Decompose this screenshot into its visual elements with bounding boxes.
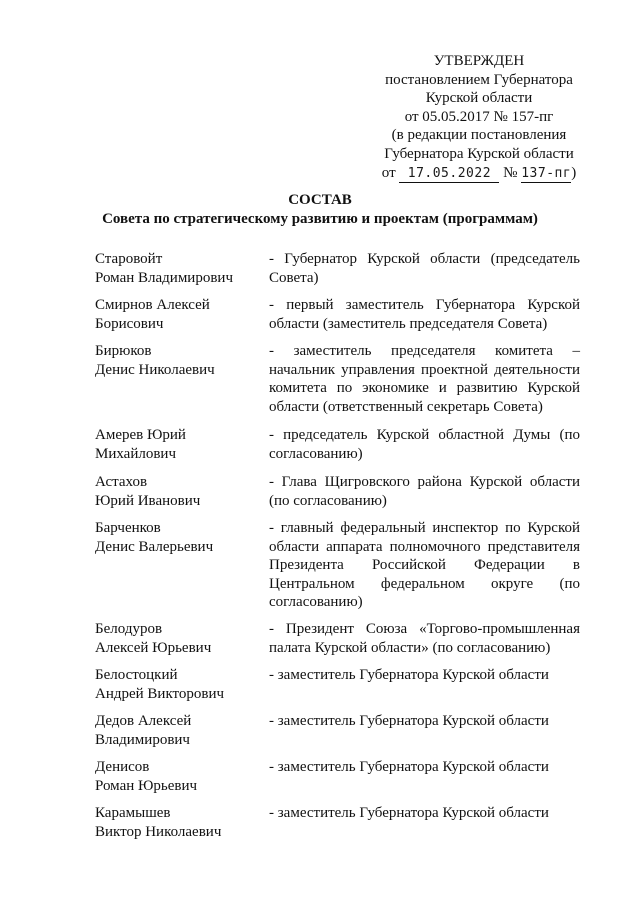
approval-date-field [399, 165, 499, 183]
member-row [95, 250, 580, 296]
approval-date-value: 17.05.2022 [407, 165, 492, 181]
approval-from-label: от [381, 164, 396, 181]
member-role: - главный федеральный инспектор по Курской области аппарата полномочного представителя Президента Российской Федерации в Центральном федеральном округе (по согласованию) [269, 520, 580, 611]
member-name [95, 426, 269, 473]
approval-line: (в редакции постановления [391, 127, 567, 144]
member-name [95, 519, 269, 620]
member-name-line: Роман Владимирович [95, 269, 233, 286]
member-name-line: Владимирович [95, 731, 190, 748]
member-name-line: Борисович [95, 315, 164, 332]
member-row [95, 620, 580, 666]
member-name [95, 250, 269, 296]
member-row [95, 804, 580, 850]
approval-number-label: № [503, 164, 518, 181]
member-row [95, 342, 580, 426]
approval-line: Губернатора Курской области [384, 145, 574, 162]
member-name [95, 620, 269, 666]
approval-line: от 05.05.2017 № 157-пг [404, 108, 554, 125]
member-name [95, 666, 269, 712]
member-role: - Президент Союза «Торгово-промышленная палата Курской области» (по согласованию) [269, 621, 580, 656]
member-role: - заместитель Губернатора Курской области [269, 759, 549, 775]
approval-close-paren: ) [571, 164, 577, 181]
member-name-line: Денис Валерьевич [95, 538, 214, 555]
approval-stamp [370, 52, 588, 183]
member-row [95, 758, 580, 804]
member-row [95, 426, 580, 473]
member-row [95, 473, 580, 519]
member-name-line: Алексей Юрьевич [95, 639, 212, 656]
member-role: - заместитель Губернатора Курской области [269, 805, 549, 821]
approval-number-field [521, 165, 571, 183]
member-name-line: Бирюков [95, 343, 152, 359]
member-role: - заместитель Губернатора Курской области [269, 667, 549, 683]
member-name-line: Андрей Викторович [95, 685, 225, 702]
member-name-line: Дедов Алексей [95, 713, 192, 729]
member-name-line: Барченков [95, 520, 161, 536]
heading-subtitle: Совета по стратегическому развитию и проектам (программам) [102, 211, 538, 227]
member-name [95, 473, 269, 519]
member-row [95, 712, 580, 758]
member-row [95, 296, 580, 342]
member-role: - первый заместитель Губернатора Курской области (заместитель председателя Совета) [269, 297, 580, 332]
member-role: - заместитель Губернатора Курской области [269, 713, 549, 729]
approval-line: постановлением Губернатора [385, 71, 573, 88]
member-name-line: Денис Николаевич [95, 361, 215, 378]
member-name-line: Карамышев [95, 805, 171, 821]
member-name [95, 342, 269, 426]
member-role: - Глава Щигровского района Курской области (по согласованию) [269, 474, 580, 509]
approval-title: УТВЕРЖДЕН [433, 53, 525, 69]
member-role: - заместитель председателя комитета – начальник управления проектной деятельности комитета по экономике и развитию Курской области (ответственный секретарь Совета) [269, 343, 580, 415]
member-role: - председатель Курской областной Думы (по согласованию) [269, 427, 580, 462]
member-name-line: Белодуров [95, 621, 163, 637]
member-role: - Губернатор Курской области (председатель Совета) [269, 251, 580, 286]
approval-line: Курской области [425, 90, 533, 107]
member-row [95, 519, 580, 620]
heading-title: СОСТАВ [288, 192, 352, 208]
members-list [95, 250, 580, 850]
member-row [95, 666, 580, 712]
member-name-line: Смирнов Алексей [95, 297, 210, 313]
member-name [95, 712, 269, 758]
approval-date-line [370, 164, 588, 183]
member-name-line: Михайлович [95, 445, 176, 462]
member-name-line: Денисов [95, 759, 150, 775]
member-name-line: Старовойт [95, 251, 163, 267]
member-name [95, 296, 269, 342]
document-heading [0, 191, 640, 229]
member-name [95, 758, 269, 804]
member-name-line: Амерев Юрий [95, 427, 186, 443]
member-name-line: Астахов [95, 474, 148, 490]
member-name-line: Роман Юрьевич [95, 777, 198, 794]
approval-number-value: 137-пг [521, 165, 572, 181]
member-name [95, 804, 269, 850]
member-name-line: Виктор Николаевич [95, 823, 222, 840]
member-name-line: Белостоцкий [95, 667, 178, 683]
member-name-line: Юрий Иванович [95, 492, 201, 509]
